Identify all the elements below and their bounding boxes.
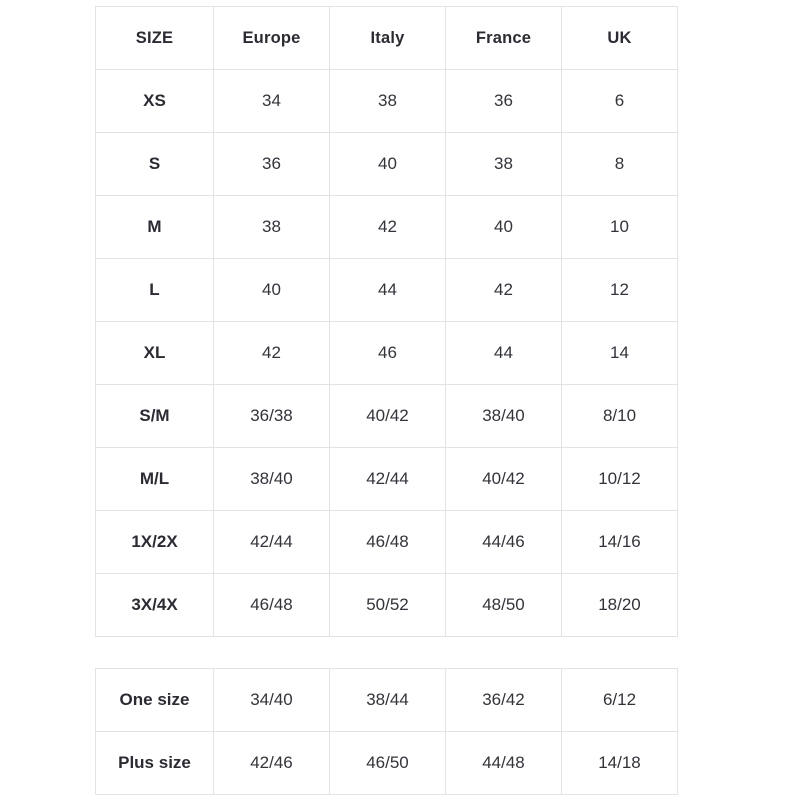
main-size-table xyxy=(95,6,678,637)
extra-size-table xyxy=(95,668,678,795)
cell-italy: 40/42 xyxy=(330,385,446,448)
cell-europe: 40 xyxy=(214,259,330,322)
cell-uk: 8 xyxy=(562,133,678,196)
column-header-uk: UK xyxy=(562,7,678,70)
row-label: 3X/4X xyxy=(96,574,214,637)
row-label: L xyxy=(96,259,214,322)
cell-france: 44/48 xyxy=(446,732,562,795)
cell-italy: 42/44 xyxy=(330,448,446,511)
cell-france: 44 xyxy=(446,322,562,385)
cell-italy: 40 xyxy=(330,133,446,196)
main-size-table-container xyxy=(95,6,678,637)
cell-italy: 46 xyxy=(330,322,446,385)
cell-france: 36/42 xyxy=(446,669,562,732)
column-header-italy: Italy xyxy=(330,7,446,70)
row-label: S xyxy=(96,133,214,196)
cell-uk: 14/18 xyxy=(562,732,678,795)
cell-uk: 12 xyxy=(562,259,678,322)
cell-uk: 8/10 xyxy=(562,385,678,448)
table-row xyxy=(96,322,678,385)
cell-europe: 34/40 xyxy=(214,669,330,732)
cell-italy: 38 xyxy=(330,70,446,133)
table-row xyxy=(96,669,678,732)
cell-europe: 36 xyxy=(214,133,330,196)
table-row xyxy=(96,196,678,259)
table-row xyxy=(96,574,678,637)
cell-europe: 34 xyxy=(214,70,330,133)
cell-uk: 6 xyxy=(562,70,678,133)
cell-italy: 42 xyxy=(330,196,446,259)
table-row xyxy=(96,259,678,322)
cell-france: 36 xyxy=(446,70,562,133)
extra-size-table-container xyxy=(95,668,678,795)
cell-france: 38 xyxy=(446,133,562,196)
cell-italy: 50/52 xyxy=(330,574,446,637)
table-row xyxy=(96,448,678,511)
cell-uk: 6/12 xyxy=(562,669,678,732)
cell-uk: 10/12 xyxy=(562,448,678,511)
cell-europe: 42/46 xyxy=(214,732,330,795)
cell-uk: 14/16 xyxy=(562,511,678,574)
cell-italy: 38/44 xyxy=(330,669,446,732)
cell-europe: 46/48 xyxy=(214,574,330,637)
table-row xyxy=(96,732,678,795)
cell-uk: 14 xyxy=(562,322,678,385)
cell-uk: 10 xyxy=(562,196,678,259)
column-header-size: SIZE xyxy=(96,7,214,70)
cell-france: 40/42 xyxy=(446,448,562,511)
cell-europe: 38/40 xyxy=(214,448,330,511)
cell-italy: 44 xyxy=(330,259,446,322)
row-label: S/M xyxy=(96,385,214,448)
row-label: M xyxy=(96,196,214,259)
row-label: One size xyxy=(96,669,214,732)
table-header xyxy=(96,7,678,70)
cell-uk: 18/20 xyxy=(562,574,678,637)
cell-france: 40 xyxy=(446,196,562,259)
column-header-europe: Europe xyxy=(214,7,330,70)
column-header-france: France xyxy=(446,7,562,70)
cell-europe: 36/38 xyxy=(214,385,330,448)
cell-europe: 42 xyxy=(214,322,330,385)
cell-europe: 38 xyxy=(214,196,330,259)
row-label: XL xyxy=(96,322,214,385)
row-label: 1X/2X xyxy=(96,511,214,574)
row-label: Plus size xyxy=(96,732,214,795)
table-row xyxy=(96,385,678,448)
cell-france: 38/40 xyxy=(446,385,562,448)
table-body xyxy=(96,70,678,637)
table-row xyxy=(96,70,678,133)
cell-europe: 42/44 xyxy=(214,511,330,574)
cell-france: 44/46 xyxy=(446,511,562,574)
cell-france: 42 xyxy=(446,259,562,322)
row-label: M/L xyxy=(96,448,214,511)
table-body xyxy=(96,669,678,795)
table-header-row xyxy=(96,7,678,70)
table-row xyxy=(96,133,678,196)
cell-italy: 46/48 xyxy=(330,511,446,574)
row-label: XS xyxy=(96,70,214,133)
table-row xyxy=(96,511,678,574)
cell-italy: 46/50 xyxy=(330,732,446,795)
cell-france: 48/50 xyxy=(446,574,562,637)
